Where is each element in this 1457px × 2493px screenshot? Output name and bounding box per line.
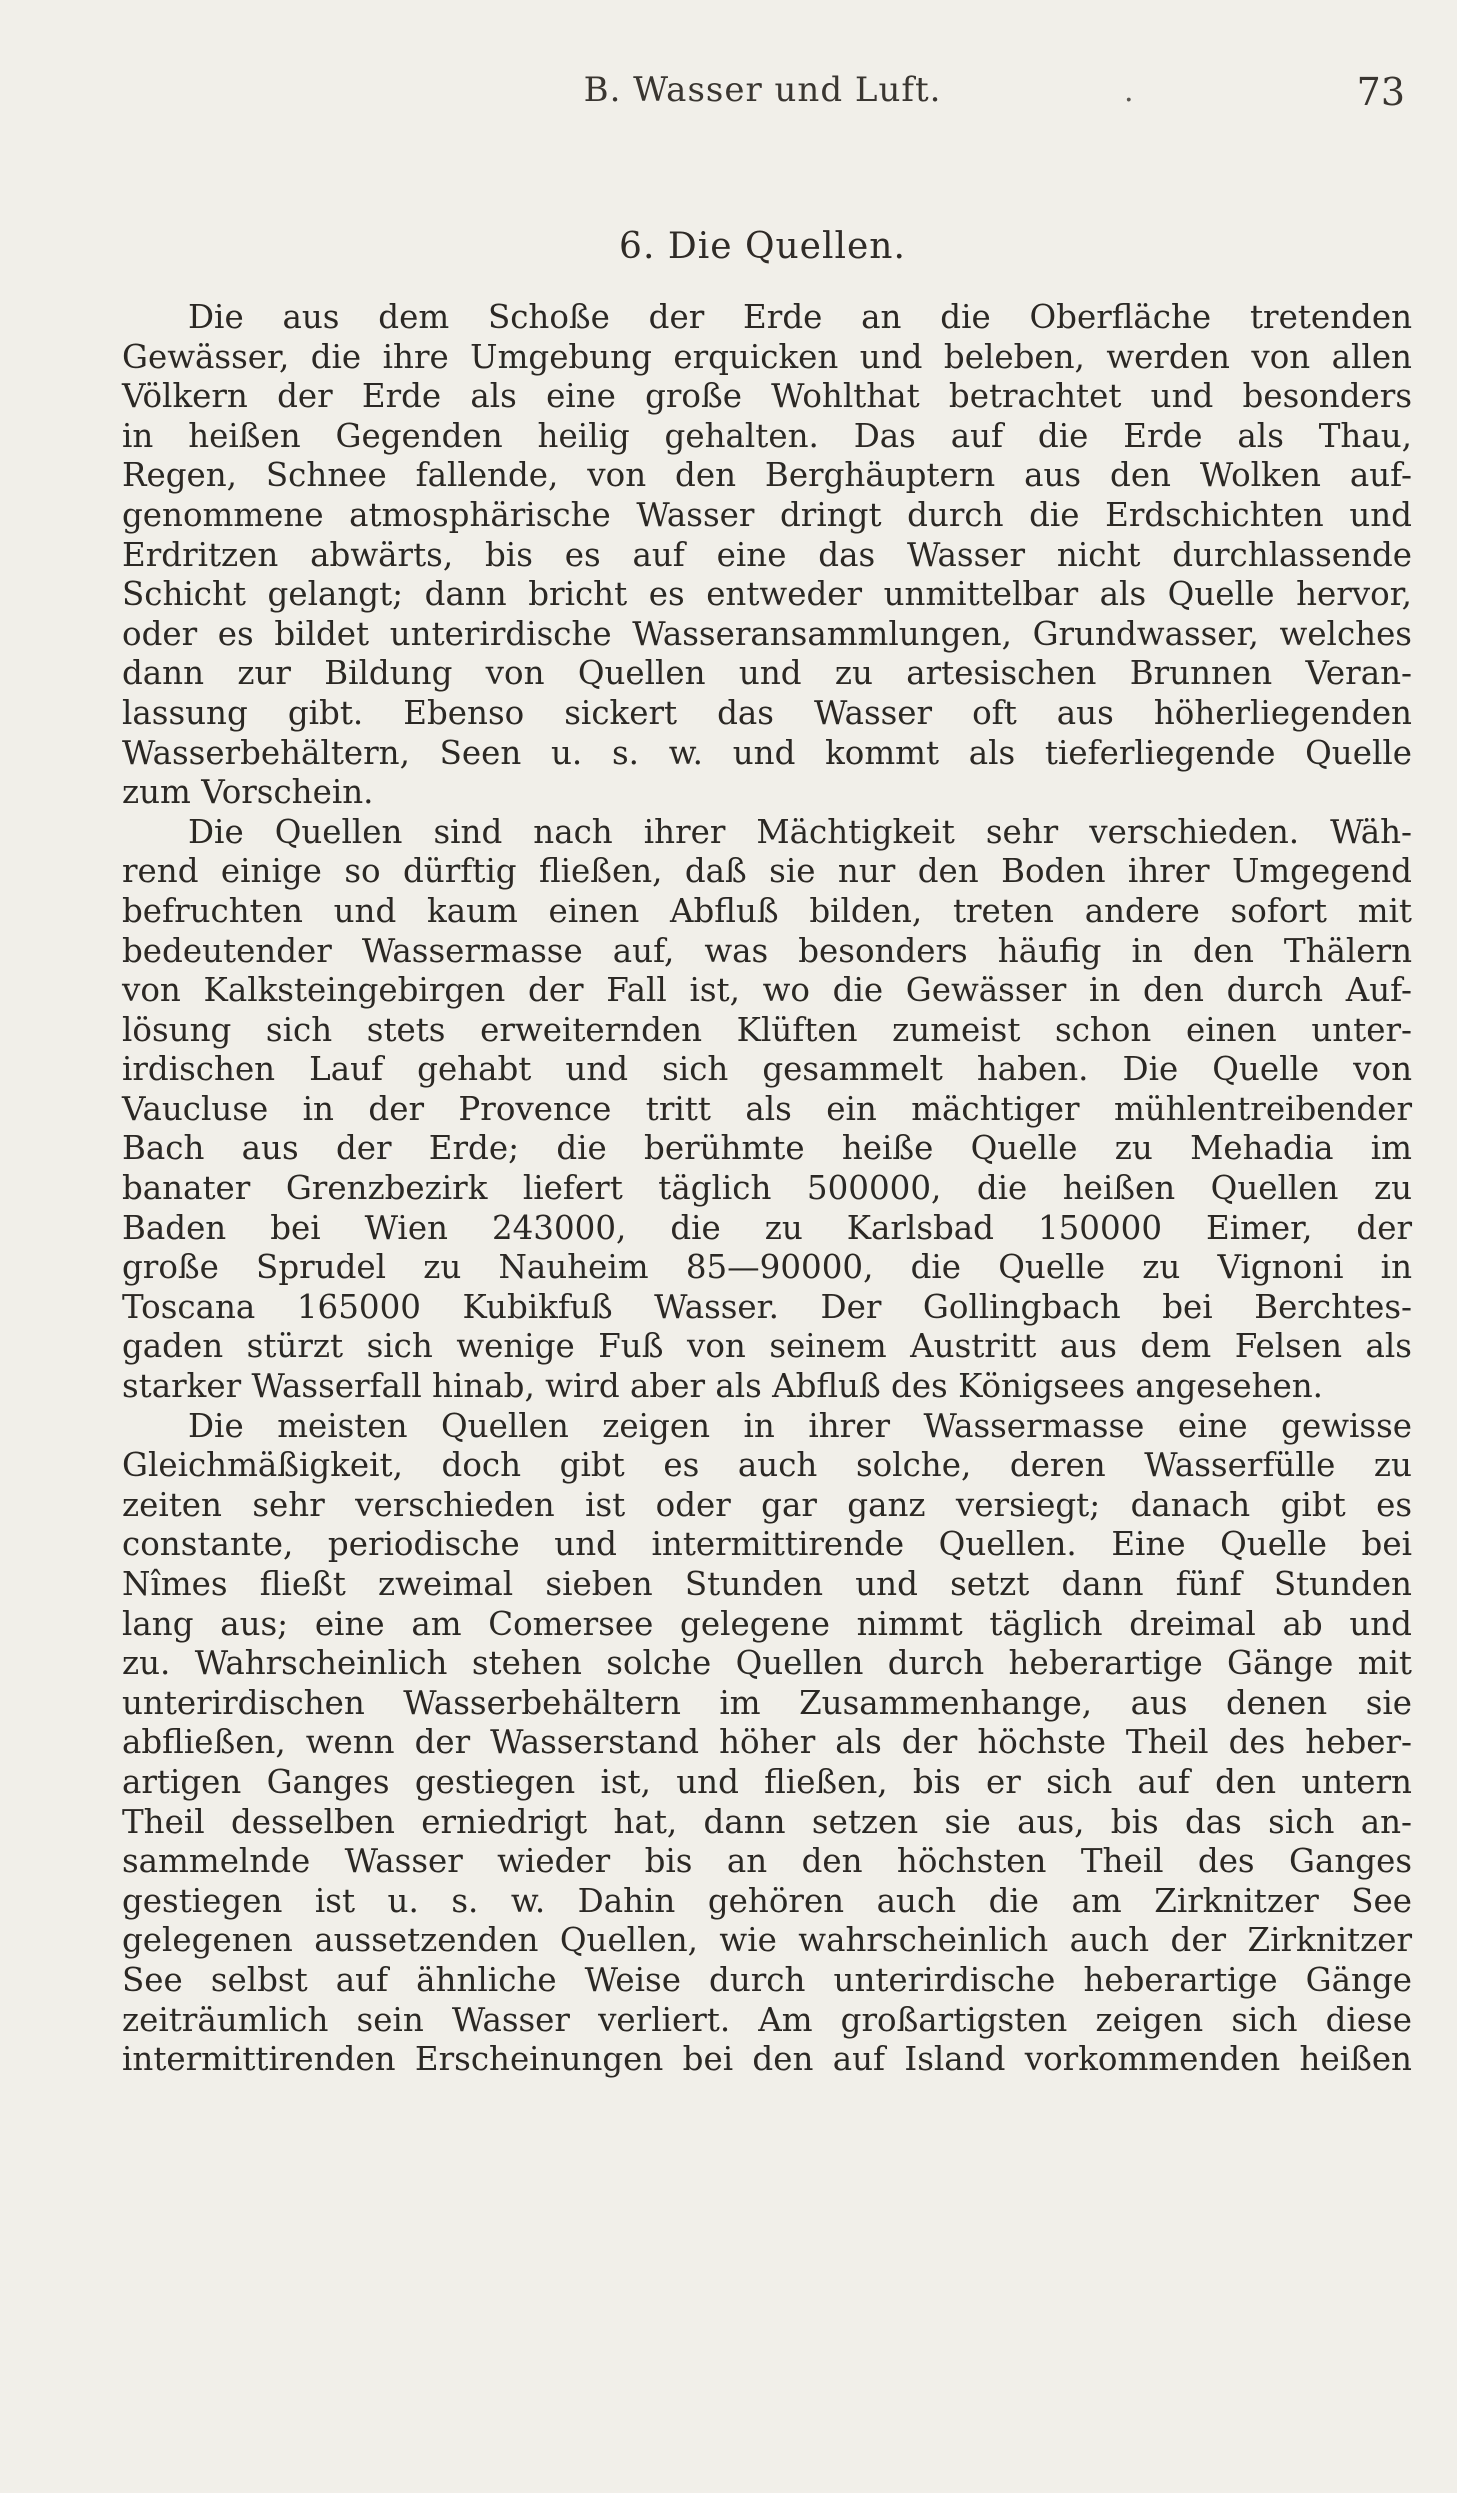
text-line: gelegenen aussetzenden Quellen, wie wahrscheinlich auch der Zirknitzer xyxy=(122,1921,1412,1960)
text-line: Nîmes fließt zweimal sieben Stunden und setzt dann fünf Stunden xyxy=(122,1565,1412,1603)
text-line: Bach aus der Erde; die berühmte heiße Quelle zu Mehadia im xyxy=(122,1129,1412,1168)
text-line: lösung sich stets erweiternden Klüften zumeist schon einen unter- xyxy=(122,1010,1412,1049)
text-line: See selbst auf ähnliche Weise durch unterirdische heberartige Gänge xyxy=(122,1960,1412,1999)
text-line: starker Wasserfall hinab, wird aber als Abfluß des Königsees angesehen. xyxy=(122,1367,1324,1406)
text-line: unterirdischen Wasserbehältern im Zusammenhange, aus denen sie xyxy=(122,1683,1412,1722)
text-line: lang aus; eine am Comersee gelegene nimmt täglich dreimal ab und xyxy=(122,1604,1412,1643)
text-line: befruchten und kaum einen Abfluß bilden, treten andere sofort mit xyxy=(122,891,1412,930)
text-line: von Kalksteingebirgen der Fall ist, wo die Gewässer in den durch Auf- xyxy=(122,971,1412,1010)
text-line: abfließen, wenn der Wasserstand höher als der höchste Theil des heber- xyxy=(122,1723,1412,1762)
text-line: sammelnde Wasser wieder bis an den höchsten Theil des Ganges xyxy=(122,1842,1412,1881)
text-line: zum Vorschein. xyxy=(122,773,374,812)
text-line: banater Grenzbezirk liefert täglich 500000, die heißen Quellen zu xyxy=(122,1169,1412,1208)
text-line: Regen, Schnee fallende, von den Berghäuptern aus den Wolken auf- xyxy=(122,456,1412,495)
text-line: gestiegen ist u. s. w. Dahin gehören auch die am Zirknitzer See xyxy=(122,1881,1412,1920)
text-line: zeiträumlich sein Wasser verliert. Am großartigsten zeigen sich diese xyxy=(122,2000,1412,2039)
text-line: constante, periodische und intermittirende Quellen. Eine Quelle bei xyxy=(122,1525,1412,1564)
text-line: Schicht gelangt; dann bricht es entweder unmittelbar als Quelle hervor, xyxy=(122,575,1412,614)
text-line: irdischen Lauf gehabt und sich gesammelt haben. Die Quelle von xyxy=(122,1050,1412,1089)
running-head-dot: . xyxy=(1124,74,1134,109)
text-line: Gewässer, die ihre Umgebung erquicken und beleben, werden von allen xyxy=(122,337,1412,376)
text-line: Vaucluse in der Provence tritt als ein mächtiger mühlentreibender xyxy=(122,1089,1412,1128)
text-line: Wasserbehältern, Seen u. s. w. und kommt als tieferliegende Quelle xyxy=(122,733,1412,772)
text-line: genommene atmosphärische Wasser dringt durch die Erdschichten und xyxy=(122,495,1412,534)
text-line: Erdritzen abwärts, bis es auf eine das Wasser nicht durchlassende xyxy=(122,535,1412,574)
text-line: Baden bei Wien 243000, die zu Karlsbad 150000 Eimer, der xyxy=(122,1208,1412,1247)
text-line: Die aus dem Schoße der Erde an die Oberfläche tretenden xyxy=(188,298,1412,336)
text-line: Toscana 165000 Kubikfuß Wasser. Der Gollingbach bei Berchtes- xyxy=(122,1287,1412,1326)
body-text xyxy=(122,298,1412,2080)
section-title: 6. Die Quellen. xyxy=(619,226,906,267)
text-line: bedeutender Wassermasse auf, was besonders häufig in den Thälern xyxy=(122,931,1412,970)
running-head-title: B. Wasser und Luft. xyxy=(583,70,942,110)
page-number: 73 xyxy=(1356,70,1405,114)
text-line: Gleichmäßigkeit, doch gibt es auch solche, deren Wasserfülle zu xyxy=(122,1446,1412,1485)
text-line: in heißen Gegenden heilig gehalten. Das auf die Erde als Thau, xyxy=(122,416,1412,455)
text-line: intermittirenden Erscheinungen bei den auf Island vorkommenden heißen xyxy=(122,2040,1412,2079)
text-line: lassung gibt. Ebenso sickert das Wasser oft aus höherliegenden xyxy=(122,693,1412,732)
text-line: Die meisten Quellen zeigen in ihrer Wassermasse eine gewisse xyxy=(188,1406,1412,1445)
paragraph-3 xyxy=(122,1407,1412,2080)
text-line: rend einige so dürftig fließen, daß sie nur den Boden ihrer Umgegend xyxy=(122,852,1412,891)
paragraph-2 xyxy=(122,813,1412,1407)
text-line: Die Quellen sind nach ihrer Mächtigkeit sehr verschieden. Wäh- xyxy=(188,812,1412,851)
text-line: Völkern der Erde als eine große Wohlthat betrachtet und besonders xyxy=(122,377,1412,416)
running-head xyxy=(120,70,1405,130)
text-line: gaden stürzt sich wenige Fuß von seinem Austritt aus dem Felsen als xyxy=(122,1327,1412,1366)
text-line: dann zur Bildung von Quellen und zu artesischen Brunnen Veran- xyxy=(122,654,1412,693)
text-line: Theil desselben erniedrigt hat, dann setzen sie aus, bis das sich an- xyxy=(122,1802,1412,1841)
text-line: oder es bildet unterirdische Wasseransammlungen, Grundwasser, welches xyxy=(122,614,1412,653)
text-line: zeiten sehr verschieden ist oder gar ganz versiegt; danach gibt es xyxy=(122,1485,1412,1524)
paragraph-1 xyxy=(122,298,1412,813)
text-line: zu. Wahrscheinlich stehen solche Quellen durch heberartige Gänge mit xyxy=(122,1644,1412,1683)
text-line: artigen Ganges gestiegen ist, und fließen, bis er sich auf den untern xyxy=(122,1762,1412,1801)
text-line: große Sprudel zu Nauheim 85—90000, die Quelle zu Vignoni in xyxy=(122,1248,1412,1287)
